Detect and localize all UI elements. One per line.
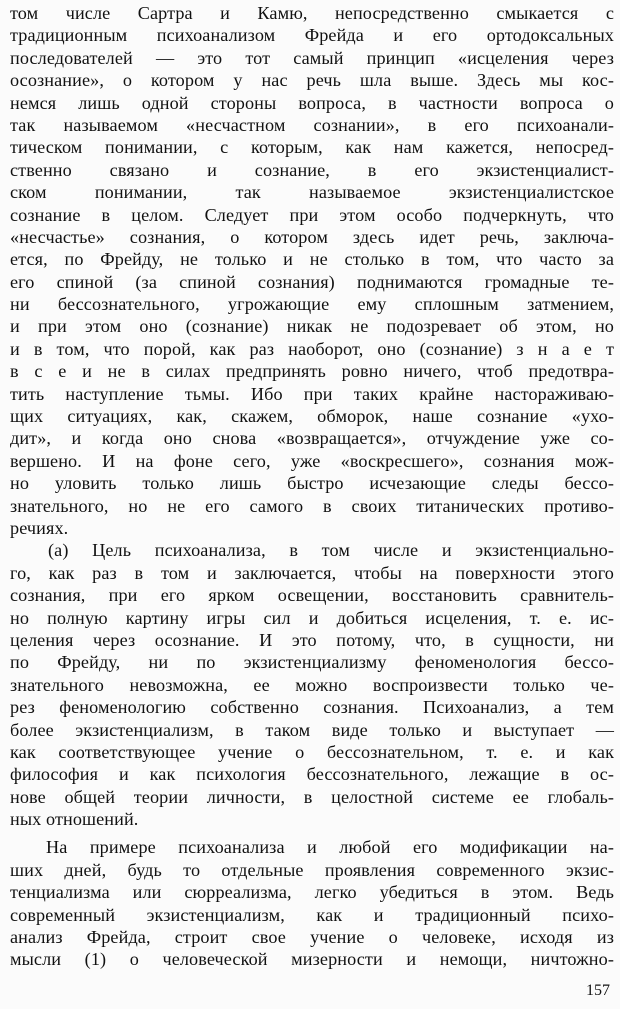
text-line: сознание в целом. Следует при этом особо подчеркнуть, что — [10, 204, 614, 225]
text-line: ных отношений. — [10, 809, 139, 830]
text-line: его спиной (за спиной сознания) поднимаются громадные те- — [10, 271, 614, 292]
text-line: в с е и не в силах предпринять ровно ничего, чтоб предотвра- — [10, 361, 614, 382]
text-line: дит», и когда оно снова «возвращается», отчуждение уже со- — [10, 428, 614, 449]
text-line: но полную картину игры сил и добиться исцеления, т. е. ис- — [10, 607, 614, 628]
text-line: и при этом оно (сознание) никак не подозревает об этом, но — [10, 316, 614, 337]
text-line: по Фрейду, ни по экзистенциализму феноменология бессо- — [10, 652, 614, 673]
text-line: как соответствующее учение о бессознательном, т. е. и как — [10, 741, 614, 762]
text-line: и в том, что порой, как раз наоборот, оно (сознание) з н а е т — [10, 338, 614, 359]
text-line: более экзистенциализм, в таком виде только и выступает — — [10, 719, 614, 740]
text-line: «несчастье» сознания, о котором здесь идет речь, заключа- — [10, 226, 614, 247]
text-line: щих ситуациях, как, скажем, обморок, наше сознание «ухо- — [10, 406, 614, 427]
text-line: тить наступление тьмы. Ибо при таких крайне настораживаю- — [10, 383, 614, 404]
text-line: вершено. И на фоне сего, уже «воскресшего», сознания мож- — [10, 450, 614, 471]
body-text — [10, 2, 614, 971]
text-line: тическом понимании, с которым, как нам кажется, непосред- — [10, 137, 614, 158]
text-line: современный экзистенциализм, как и традиционный психо- — [10, 904, 614, 925]
text-line: На примере психоанализа и любой его модификации на- — [46, 837, 614, 858]
text-line: ственно связано и сознание, в его экзистенциалист- — [10, 159, 614, 180]
text-line: го, как раз в том и заключается, чтобы на поверхности этого — [10, 562, 614, 583]
text-line: целения через осознание. И это потому, что, в сущности, ни — [10, 629, 614, 650]
text-line: тенциализма или сюрреализма, легко убедиться в этом. Ведь — [10, 882, 614, 903]
text-line: осознание», о котором у нас речь шла выше. Здесь мы кос- — [10, 70, 614, 91]
text-line: анализ Фрейда, строит свое учение о человеке, исходя из — [10, 927, 614, 948]
text-line: ется, по Фрейду, не только и не столько в том, что часто за — [10, 249, 614, 270]
text-line: но уловить только лишь быстро исчезающие следы бессо- — [10, 473, 614, 494]
text-line: рез феноменологию собственно сознания. Психоанализ, а тем — [10, 697, 614, 718]
text-line: ни бессознательного, угрожающие ему сплошным затмением, — [10, 294, 614, 315]
text-line: том числе Сартра и Камю, непосредственно смыкается с — [10, 3, 614, 23]
text-line: нове общей теории личности, в целостной системе ее глобаль- — [10, 786, 614, 807]
text-line: ших дней, будь то отдельные проявления современного экзис- — [10, 859, 614, 880]
text-line: речиях. — [10, 517, 69, 538]
text-line: последователей — это тот самый принцип «исцеления через — [10, 47, 614, 68]
text-line: мысли (1) о человеческой мизерности и немощи, ничтожно- — [10, 949, 614, 970]
text-line: знательного, но не его самого в своих титанических противо- — [10, 495, 614, 516]
text-line: так называемом «несчастном сознании», в его психоанали- — [10, 114, 614, 135]
text-line: немся лишь одной стороны вопроса, в частности вопроса о — [10, 92, 614, 113]
page-number: 157 — [586, 982, 610, 999]
text-line: ском понимании, так называемое экзистенциалистское — [10, 182, 614, 203]
text-line: (а) Цель психоанализа, в том числе и экзистенциально- — [48, 540, 614, 561]
text-line: знательного невозможна, ее можно воспроизвести только че- — [10, 674, 614, 695]
text-line: философия и как психология бессознательного, лежащие в ос- — [10, 764, 614, 785]
text-line: сознания, при его ярком освещении, восстановить сравнитель- — [10, 585, 614, 606]
text-line: традиционным психоанализом Фрейда и его ортодоксальных — [10, 25, 614, 46]
